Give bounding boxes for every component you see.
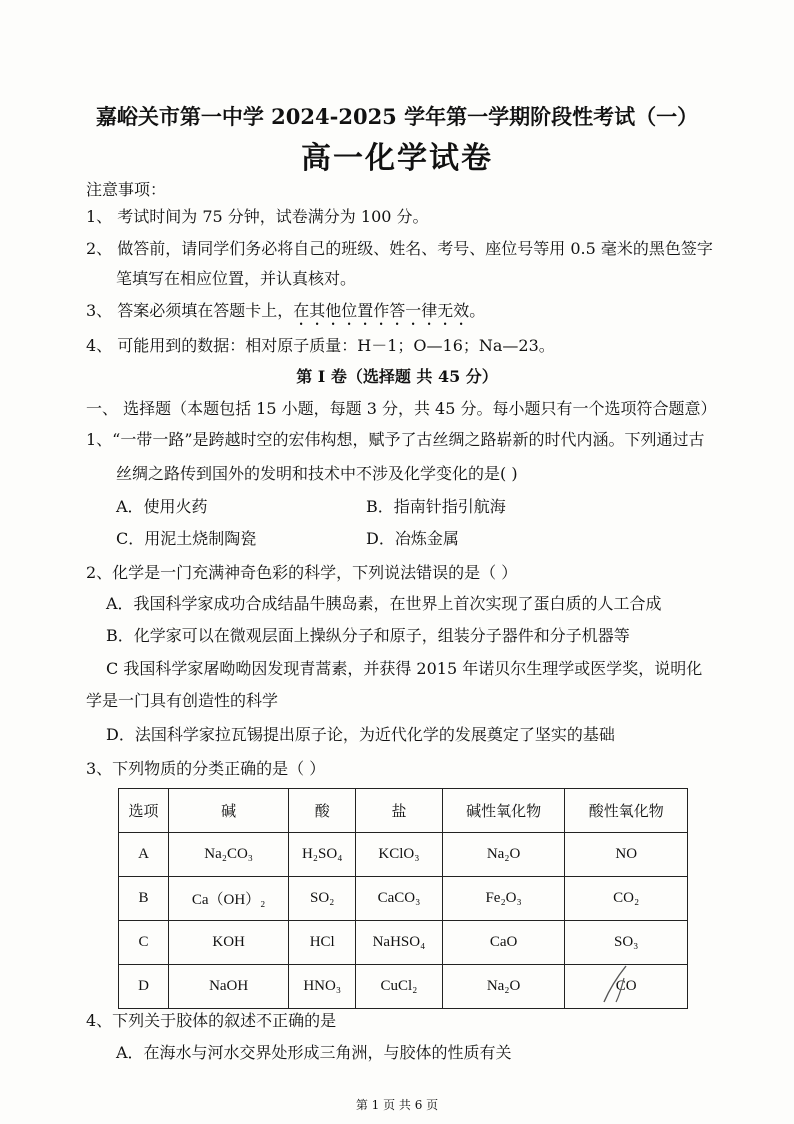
table-cell: B (119, 877, 169, 921)
table-cell: NaOH (169, 965, 289, 1009)
table-cell: CaCO₃ (356, 877, 443, 921)
table-cell: SO₂ (289, 877, 356, 921)
table-header: 酸 (289, 789, 356, 833)
part-heading: 一、 选择题（本题包括 15 小题，每题 3 分，共 45 分。每小题只有一个选项符合题意） (86, 399, 717, 418)
q1-stem: 1、“一带一路”是跨越时空的宏伟构想，赋予了古丝绸之路崭新的时代内涵。下列通过古 (86, 430, 705, 449)
pencil-mark-icon (596, 958, 656, 1008)
q1-option-d: D．冶炼金属 (366, 529, 459, 548)
q1-option-b: B．指南针指引航海 (366, 497, 506, 516)
table-cell: NaHSO₄ (356, 921, 443, 965)
table-cell: Na₂CO₃ (169, 833, 289, 877)
section-title: 第 I 卷（选择题 共 45 分） (296, 367, 498, 386)
table-cell: A (119, 833, 169, 877)
table-cell: CuCl₂ (356, 965, 443, 1009)
note-3-suffix: 。 (469, 301, 486, 320)
exam-subtitle: 高一化学试卷 (301, 141, 493, 176)
table-header: 选项 (119, 789, 169, 833)
note-1: 1、 考试时间为 75 分钟，试卷满分为 100 分。 (86, 207, 429, 226)
table-header: 碱性氧化物 (442, 789, 565, 833)
note-2: 2、 做答前，请同学们务必将自己的班级、姓名、考号、座位号等用 0.5 毫米的黑色签字 (86, 239, 713, 258)
table-header: 盐 (356, 789, 443, 833)
q4-option-a: A．在海水与河水交界处形成三角洲，与胶体的性质有关 (116, 1043, 512, 1062)
table-row (119, 833, 688, 877)
table-header-row (119, 789, 688, 833)
table-row (119, 877, 688, 921)
q1-option-c: C．用泥土烧制陶瓷 (116, 529, 257, 548)
q2-option-a: A．我国科学家成功合成结晶牛胰岛素，在世界上首次实现了蛋白质的人工合成 (106, 594, 662, 613)
page-footer: 第 1 页 共 6 页 (355, 1098, 439, 1112)
q2-stem: 2、化学是一门充满神奇色彩的科学，下列说法错误的是（ ） (86, 563, 518, 582)
table-cell: HNO₃ (289, 965, 356, 1009)
table-header: 酸性氧化物 (565, 789, 688, 833)
q2-option-c: C 我国科学家屠呦呦因发现青蒿素，并获得 2015 年诺贝尔生理学或医学奖，说明化 (106, 659, 703, 678)
q1-option-a: A．使用火药 (116, 497, 208, 516)
table-cell: Na₂O (442, 833, 565, 877)
notes-heading: 注意事项： (86, 180, 167, 199)
table-cell: Ca（OH）₂ (169, 877, 289, 921)
table-cell: CO (565, 965, 688, 1009)
table-header: 碱 (169, 789, 289, 833)
q3-stem: 3、下列物质的分类正确的是（ ） (86, 759, 326, 778)
table-cell: HCl (289, 921, 356, 965)
note-3 (86, 300, 485, 329)
table-cell: CO₂ (565, 877, 688, 921)
table-cell: H₂SO₄ (289, 833, 356, 877)
note-3-emphasis: 在其他位置作答一律无效 (293, 301, 470, 320)
table-cell: CaO (442, 921, 565, 965)
table-cell: KClO₃ (356, 833, 443, 877)
table-cell: Fe₂O₃ (442, 877, 565, 921)
table-cell: SO₃ (565, 921, 688, 965)
note-2-cont: 笔填写在相应位置，并认真核对。 (116, 269, 357, 288)
table-cell: C (119, 921, 169, 965)
table-cell: KOH (169, 921, 289, 965)
q4-stem: 4、下列关于胶体的叙述不正确的是 (86, 1011, 337, 1030)
table-cell: NO (565, 833, 688, 877)
table-cell: Na₂O (442, 965, 565, 1009)
q1-stem-cont: 丝绸之路传到国外的发明和技术中不涉及化学变化的是( ) (116, 464, 518, 483)
table-cell: D (119, 965, 169, 1009)
note-4: 4、 可能用到的数据：相对原子质量：H－1；O—16；Na—23。 (86, 336, 555, 355)
q2-option-d: D．法国科学家拉瓦锡提出原子论，为近代化学的发展奠定了坚实的基础 (106, 725, 615, 744)
note-3-prefix: 3、 答案必须填在答题卡上， (86, 301, 294, 320)
q2-option-b: B．化学家可以在微观层面上操纵分子和原子，组装分子器件和分子机器等 (106, 626, 630, 645)
q2-option-c-cont: 学是一门具有创造性的科学 (86, 691, 279, 710)
exam-title: 嘉峪关市第一中学 2024-2025 学年第一学期阶段性考试（一） (95, 104, 699, 129)
